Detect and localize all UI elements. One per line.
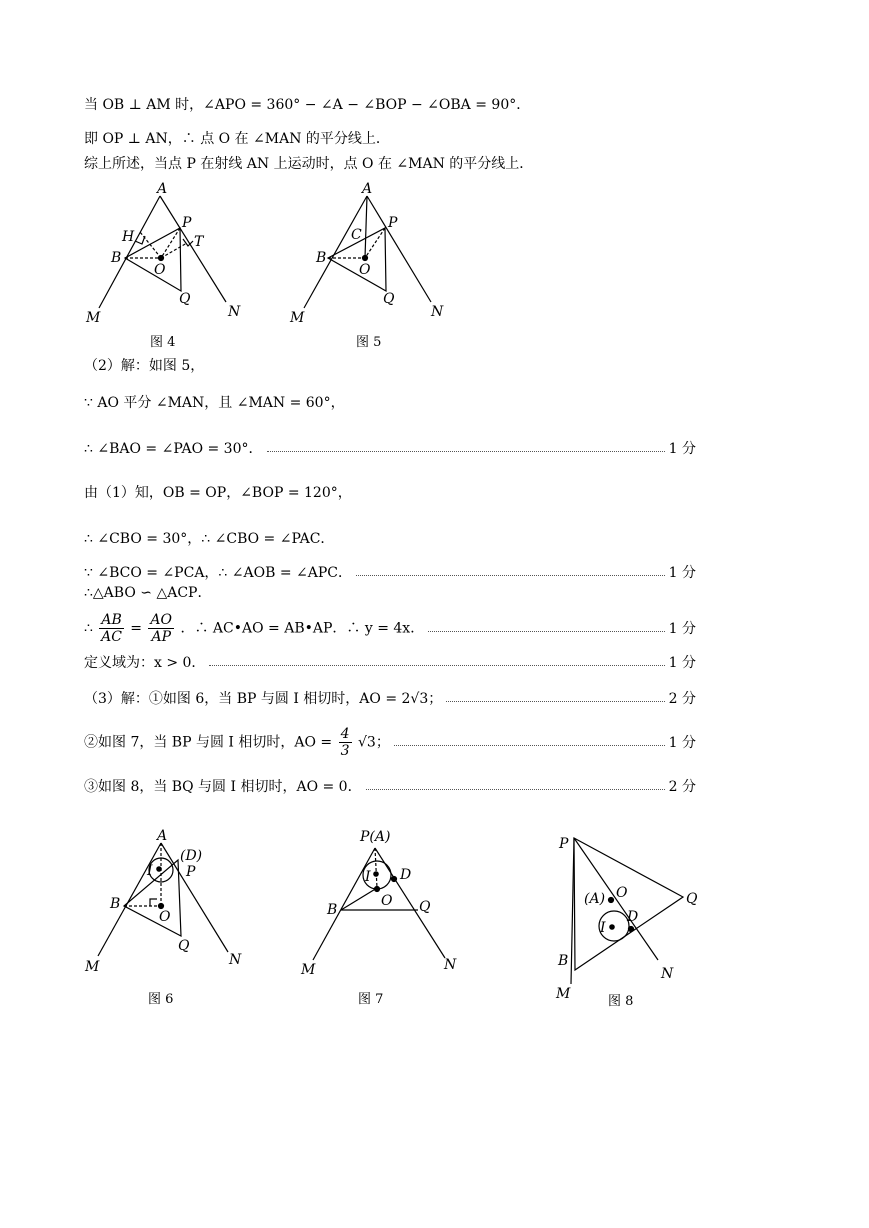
line-text-start: ②如图 7，当 BP 与圆 I 相切时，AO =	[84, 734, 333, 750]
ray-am	[571, 838, 574, 984]
fraction-denominator: 3	[340, 742, 350, 759]
point-o-dot	[375, 887, 380, 892]
point-o-dot	[363, 256, 368, 261]
score-6: 1 分	[668, 735, 696, 751]
ray-am	[304, 196, 367, 308]
label-a: A	[157, 181, 168, 197]
fraction-numerator: AB	[101, 611, 122, 628]
part2-heading: （2）解：如图 5，	[84, 358, 205, 374]
label-d: D	[627, 909, 639, 925]
fraction-denominator: AP	[151, 628, 171, 645]
therefore-symbol: ∴	[84, 620, 93, 636]
caption-fig5: 图 5	[356, 335, 382, 350]
label-p: P	[186, 864, 196, 880]
segment-ot	[161, 243, 187, 258]
figure-5	[289, 181, 444, 326]
label-i: I	[147, 863, 153, 879]
label-d-paren: (D)	[180, 848, 203, 864]
label-p: P	[559, 836, 569, 852]
label-t: T	[194, 234, 204, 250]
label-c: C	[351, 227, 362, 243]
caption-fig8: 图 8	[608, 994, 634, 1009]
label-a: A	[362, 181, 373, 197]
label-p: P	[388, 215, 398, 231]
score-3: 1 分	[668, 621, 696, 637]
label-q: Q	[419, 899, 431, 915]
label-m: M	[86, 310, 101, 326]
fraction-numerator: 4	[340, 725, 350, 742]
label-n: N	[228, 304, 241, 320]
point-o-dot	[159, 904, 164, 909]
figure-4	[85, 181, 241, 326]
proof-line-3: 综上所述，当点 P 在射线 AN 上运动时，点 O 在 ∠MAN 的平分线上．	[84, 156, 534, 172]
label-n: N	[229, 952, 242, 968]
point-d-dot	[629, 927, 634, 932]
part3-line-3-text: ③如图 8，当 BQ 与圆 I 相切时，AO = 0．	[84, 779, 362, 795]
label-i: I	[365, 869, 371, 885]
caption-fig7: 图 7	[358, 992, 384, 1007]
point-o-dot	[159, 256, 164, 261]
score-2: 1 分	[668, 565, 696, 581]
part2-line-3: 由（1）知，OB = OP，∠BOP = 120°，	[84, 485, 352, 501]
segment-ao	[365, 196, 367, 258]
label-d: D	[400, 867, 412, 883]
label-n: N	[431, 304, 444, 320]
label-q: Q	[178, 938, 190, 954]
label-m: M	[85, 959, 100, 975]
label-n: N	[661, 966, 674, 982]
label-p-a: P(A)	[360, 829, 391, 845]
label-b: B	[558, 953, 569, 969]
figure-8	[555, 836, 698, 1002]
label-o: O	[154, 262, 166, 278]
equation-rest: ．∴ AC•AO = AB•AP．∴ y = 4x．	[180, 620, 425, 636]
label-o: O	[616, 885, 628, 901]
proof-line-2: 即 OP ⊥ AN，∴ 点 O 在 ∠MAN 的平分线上．	[84, 131, 390, 147]
part2-line-1: ∵ AO 平分 ∠MAN，且 ∠MAN = 60°，	[84, 395, 345, 411]
label-m: M	[290, 310, 305, 326]
point-i-dot	[157, 867, 161, 871]
figure-7	[300, 829, 457, 978]
segment-ao	[375, 848, 377, 888]
part3-line-1-text: （3）解：①如图 6，当 BP 与圆 I 相切时，AO = 2√3；	[84, 691, 443, 707]
label-b: B	[110, 896, 121, 912]
right-angle-mark	[150, 899, 157, 906]
fraction-denominator: AC	[101, 628, 122, 645]
label-o: O	[359, 262, 371, 278]
ray-am	[99, 196, 160, 308]
label-p: P	[182, 215, 192, 231]
segment-po	[365, 228, 385, 258]
label-b: B	[327, 902, 338, 918]
score-1: 1 分	[668, 441, 696, 457]
point-o-dot	[609, 898, 614, 903]
label-h: H	[122, 229, 135, 245]
label-a-paren: (A)	[584, 891, 606, 907]
label-q: Q	[383, 291, 395, 307]
point-d-dot	[392, 877, 397, 882]
part2-line-5-text: ∵ ∠BCO = ∠PCA，∴ ∠AOB = ∠APC．	[84, 565, 352, 581]
segment-oh	[140, 232, 161, 258]
label-o: O	[381, 893, 393, 909]
line-text-end: √3；	[358, 734, 390, 750]
label-q: Q	[686, 891, 698, 907]
label-q: Q	[179, 291, 191, 307]
part2-line-2-text: ∴ ∠BAO = ∠PAO = 30°．	[84, 441, 263, 457]
label-o: O	[159, 909, 171, 925]
label-m: M	[556, 986, 571, 1002]
score-7: 2 分	[668, 779, 696, 795]
label-m: M	[301, 962, 316, 978]
score-4: 1 分	[668, 655, 696, 671]
proof-line-1: 当 OB ⊥ AM 时，∠APO = 360° − ∠A − ∠BOP − ∠OBA = 90°．	[84, 97, 531, 113]
point-i-dot	[374, 872, 378, 876]
part2-line-6: ∴△ABO ∽ △ACP．	[84, 585, 212, 601]
label-n: N	[444, 957, 457, 973]
ray-am	[313, 848, 375, 960]
figure-6	[84, 828, 242, 975]
label-i: I	[600, 920, 606, 936]
label-b: B	[111, 250, 122, 266]
point-i-dot	[610, 925, 614, 929]
caption-fig6: 图 6	[148, 992, 174, 1007]
fraction-numerator: AO	[150, 611, 173, 628]
ray-an	[160, 196, 226, 302]
score-5: 2 分	[668, 691, 696, 707]
equals-sign: =	[130, 620, 142, 636]
caption-fig4: 图 4	[150, 335, 176, 350]
part2-line-4: ∴ ∠CBO = 30°，∴ ∠CBO = ∠PAC．	[84, 531, 335, 547]
label-b: B	[316, 250, 327, 266]
label-a: A	[157, 828, 168, 844]
part2-line-8-text: 定义域为：x > 0．	[84, 655, 206, 671]
